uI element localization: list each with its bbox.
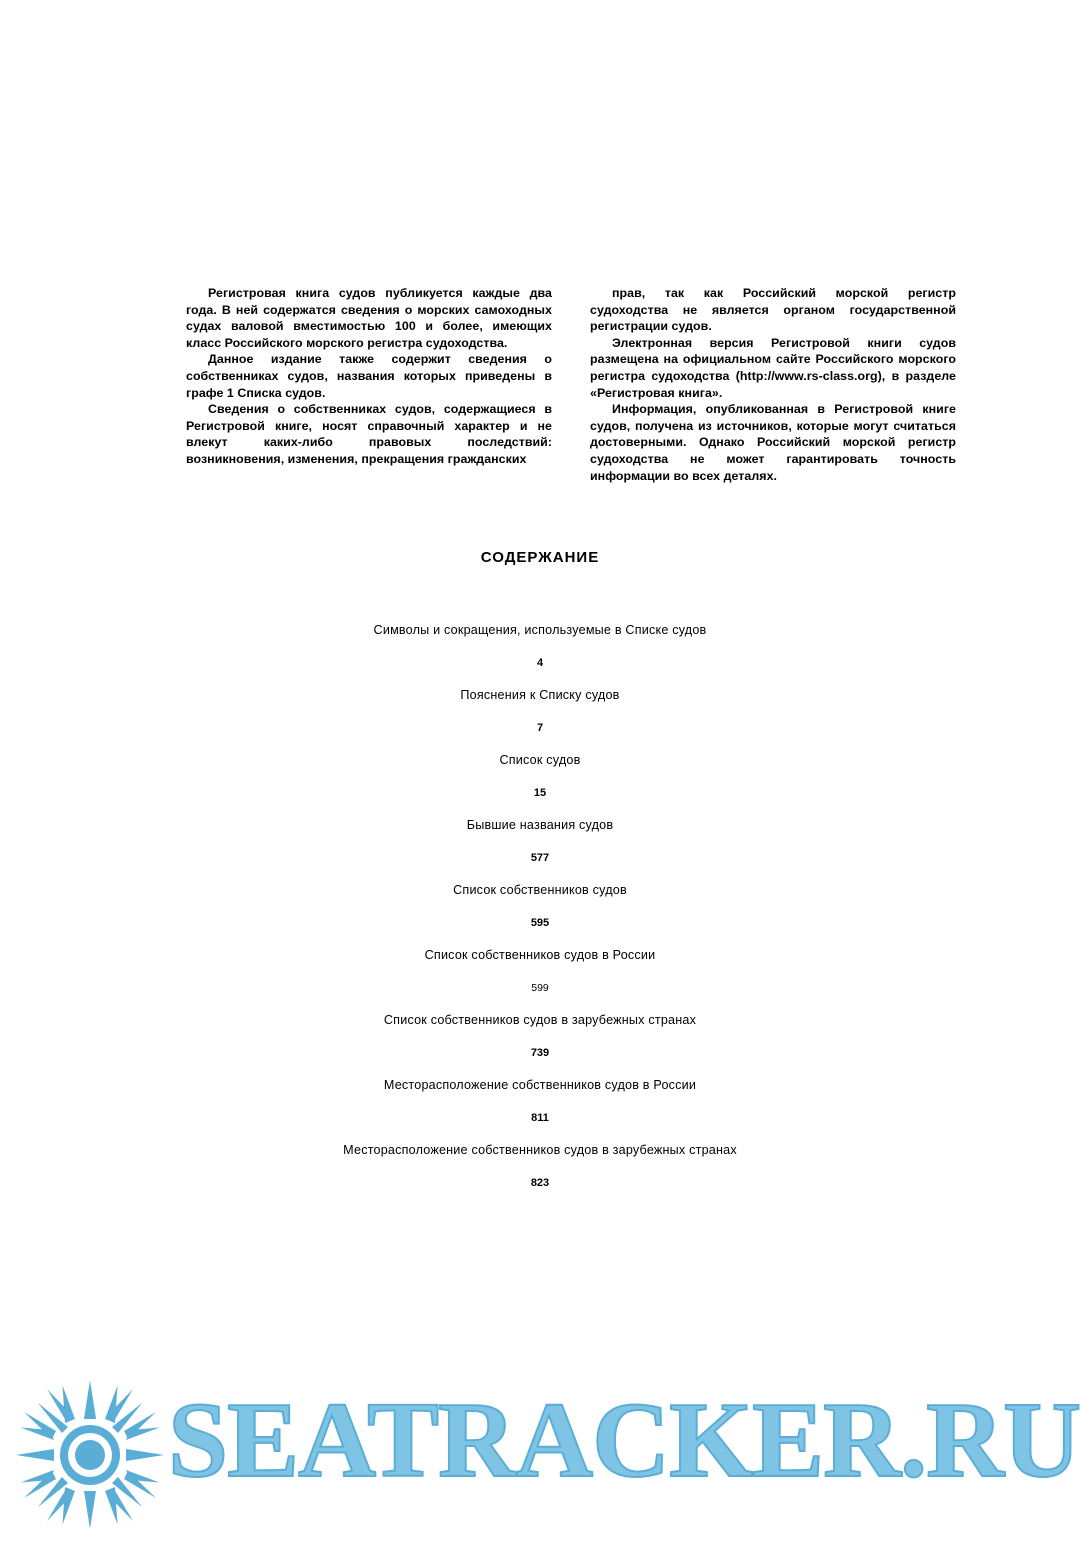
intro-left-column: [186, 285, 552, 484]
intro-paragraph: Сведения о собственниках судов, содержащиеся в Регистровой книге, носят справочный характер и не влекут каких-либо правовых последствий: возникновения, изменения, прекращения гражданских: [186, 402, 552, 466]
toc-entry-title[interactable]: Месторасположение собственников судов в России: [383, 1078, 697, 1092]
toc-entry-title[interactable]: Список судов: [499, 753, 581, 767]
intro-paragraph: Электронная версия Регистровой книги судов размещена на официальном сайте Российского морского регистра судоходства (http://www.rs-class.org), в разделе «Регистровая книга».: [590, 335, 956, 400]
toc-entry-title[interactable]: Бывшие названия судов: [466, 818, 614, 832]
toc-entry-page: 823: [530, 1177, 550, 1189]
toc-entry-title[interactable]: Символы и сокращения, используемые в Списке судов: [373, 623, 707, 637]
toc-entry: [0, 615, 1080, 680]
intro-right-column: [590, 285, 956, 484]
toc-entry-title[interactable]: Список собственников судов: [453, 883, 627, 897]
toc-entry-page: 599: [531, 982, 549, 994]
toc-entry-title[interactable]: Список собственников судов в зарубежных странах: [383, 1013, 697, 1027]
contents-heading: СОДЕРЖАНИЕ: [480, 549, 600, 566]
toc-entry-page: 7: [536, 722, 544, 734]
toc-entry: [0, 940, 1080, 1005]
toc-entry: [0, 1005, 1080, 1070]
toc-entry-page: 739: [530, 1047, 550, 1059]
watermark: [0, 1367, 1080, 1547]
toc-entry-title[interactable]: Месторасположение собственников судов в зарубежных странах: [343, 1143, 737, 1157]
sun-icon: [14, 1379, 166, 1531]
toc-entry-title[interactable]: Список собственников судов в России: [424, 948, 656, 962]
toc-entry: [0, 875, 1080, 940]
watermark-text: SEATRACKER.RU: [168, 1381, 1080, 1500]
toc-entry: [0, 810, 1080, 875]
toc-entry: [0, 1070, 1080, 1135]
table-of-contents: [0, 615, 1080, 1200]
toc-entry: [0, 745, 1080, 810]
toc-entry-page: 4: [536, 657, 544, 669]
toc-entry-page: 811: [531, 1112, 549, 1124]
intro-paragraph: Данное издание также содержит сведения о собственниках судов, названия которых приведены в графе 1 Списка судов.: [186, 352, 552, 400]
intro-paragraph: Информация, опубликованная в Регистровой книге судов, получена из источников, которые могут считаться достоверными. Однако Российский морской регистр судоходства не может гарантировать точность информации во всех деталях.: [590, 402, 956, 483]
intro-paragraph: прав, так как Российский морской регистр судоходства не является органом государственной регистрации судов.: [590, 286, 956, 334]
toc-entry-page: 577: [530, 852, 550, 864]
toc-entry: [0, 1135, 1080, 1200]
toc-entry-page: 595: [530, 917, 550, 929]
intro-paragraph: Регистровая книга судов публикуется каждые два года. В ней содержатся сведения о морских самоходных судах валовой вместимостью 100 и более, имеющих класс Российского морского регистра судоходства.: [186, 286, 552, 350]
intro-text-block: [186, 285, 956, 484]
toc-entry: [0, 680, 1080, 745]
toc-entry-page: 15: [533, 787, 547, 799]
toc-entry-title[interactable]: Пояснения к Списку судов: [460, 688, 620, 702]
